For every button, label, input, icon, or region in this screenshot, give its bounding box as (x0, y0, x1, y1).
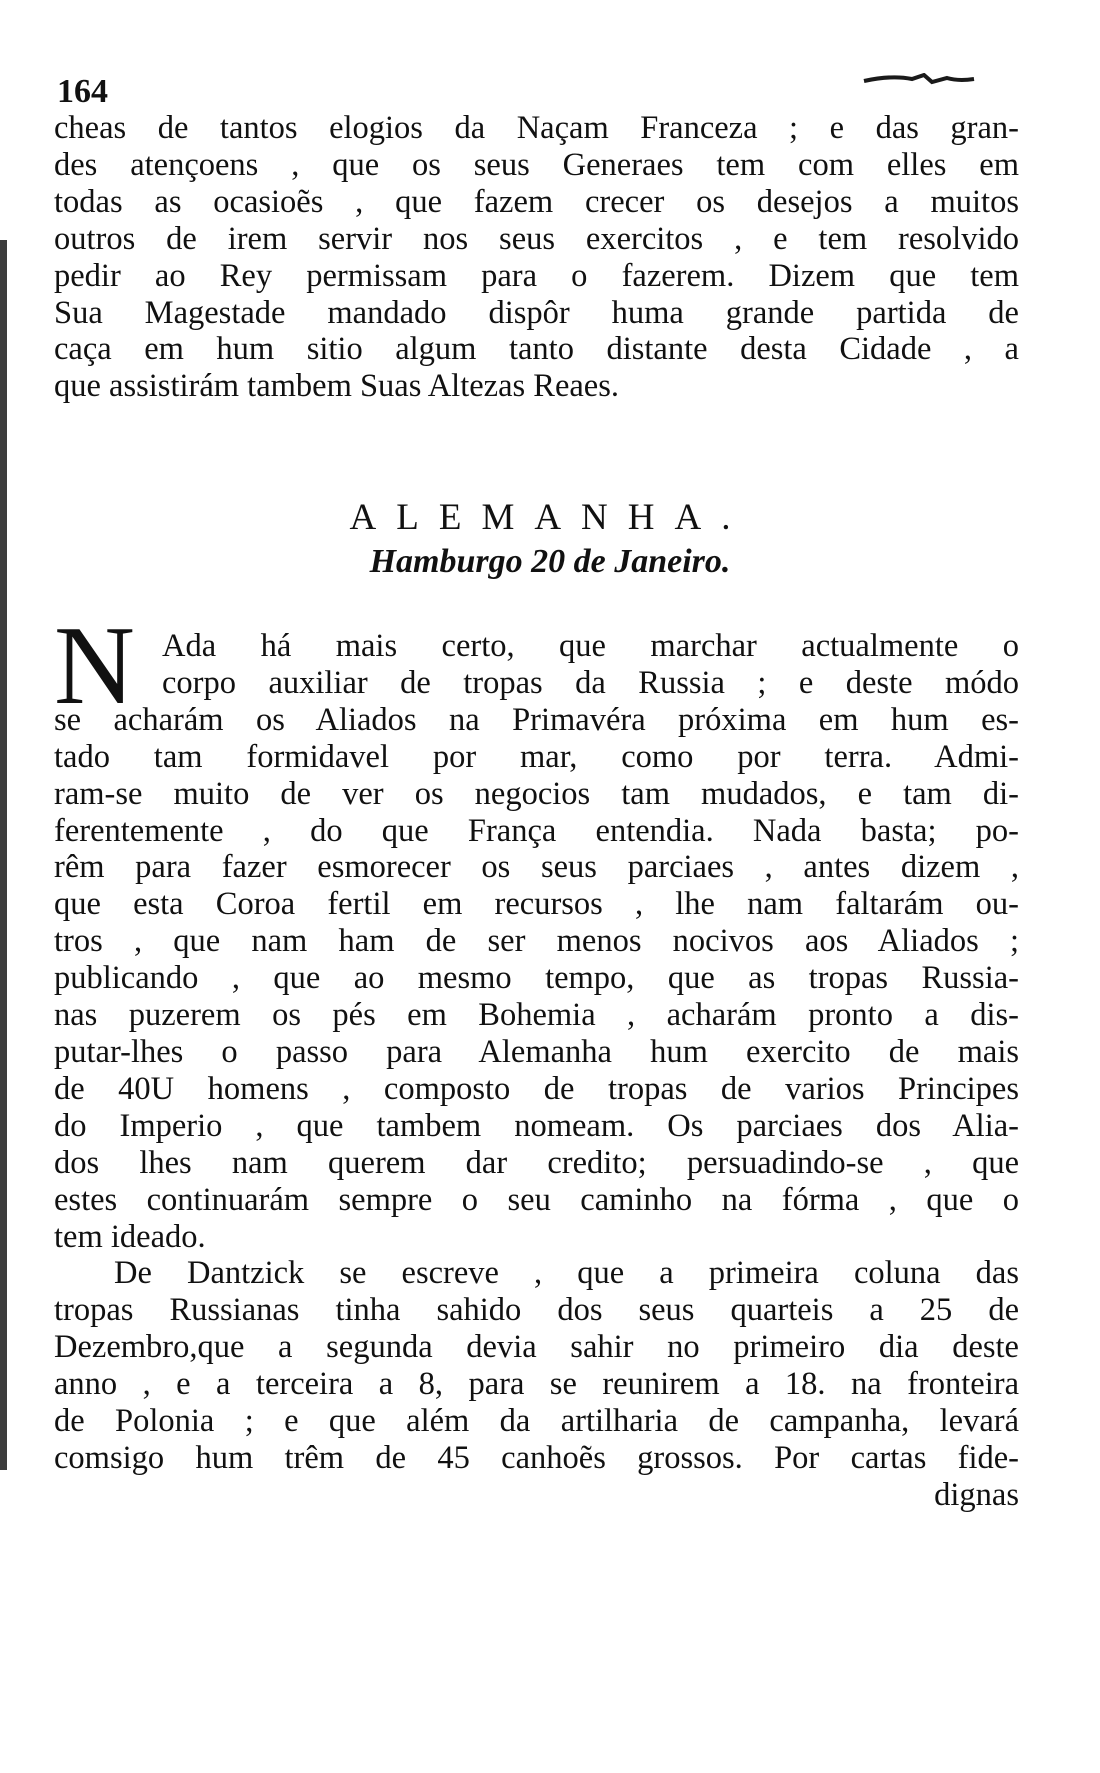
text-line: Sua Magestade mandado dispôr huma grande partida de (54, 294, 1019, 331)
catchword: dignas (934, 1476, 1019, 1513)
text-line: rêm para fazer esmorecer os seus parciaes , antes dizem , (54, 849, 1019, 886)
text-line: do Imperio , que tambem nomeam. Os parciaes dos Alia- (54, 1107, 1019, 1144)
text-line: outros de irem servir nos seus exercitos , e tem resolvido (54, 220, 1019, 257)
text-line: ram-se muito de ver os negocios tam mudados, e tam di- (54, 775, 1019, 812)
text-line: dos lhes nam querem dar credito; persuadindo-se , que (54, 1144, 1019, 1181)
text-line: todas as ocasioẽs , que fazem crecer os desejos a muitos (54, 183, 1019, 220)
text-line: anno , e a terceira a 8, para se reunirem a 18. na fronteira (54, 1366, 1019, 1403)
page-edge-shadow (0, 240, 7, 1470)
text-line: se acharám os Aliados na Primavéra próxima em hum es- (54, 701, 1019, 738)
text-line: Dezembro,que a segunda devia sahir no primeiro dia deste (54, 1329, 1019, 1366)
top-paragraph (54, 110, 1019, 405)
text-line: tado tam formidavel por mar, como por terra. Admi- (54, 738, 1019, 775)
text-line: cheas de tantos elogios da Naçam Franceza ; e das gran- (54, 110, 1019, 146)
text-line: De Dantzick se escreve , que a primeira coluna das (114, 1255, 1019, 1292)
text-line: estes continuarám sempre o seu caminho na fórma , que o (54, 1181, 1019, 1218)
drop-cap: N (54, 604, 135, 728)
text-line: ferentemente , do que França entendia. Nada basta; po- (54, 812, 1019, 849)
text-line: pedir ao Rey permissam para o fazerem. Dizem que tem (54, 257, 1019, 294)
text-line: publicando , que ao mesmo tempo, que as tropas Russia- (54, 960, 1019, 997)
text-line: que assistirám tambem Suas Altezas Reaes. (54, 368, 620, 405)
text-line: tem ideado. (54, 1218, 206, 1255)
text-line: putar-lhes o passo para Alemanha hum exercito de mais (54, 1033, 1019, 1070)
text-line: de Polonia ; e que além da artilharia de campanha, levará (54, 1403, 1019, 1440)
main-paragraph (54, 628, 1019, 1514)
text-line: tros , que nam ham de ser menos nocivos aos Aliados ; (54, 923, 1019, 960)
text-line: tropas Russianas tinha sahido dos seus quarteis a 25 de (54, 1292, 1019, 1329)
text-line: corpo auxiliar de tropas da Russia ; e deste módo (162, 664, 1019, 701)
text-line: Ada há mais certo, que marchar actualmente o (162, 628, 1019, 664)
text-line: que esta Coroa fertil em recursos , lhe nam faltarám ou- (54, 886, 1019, 923)
text-line: de 40U homens , composto de tropas de varios Principes (54, 1070, 1019, 1107)
page-number: 164 (57, 73, 108, 110)
section-title: ALEMANHA. (349, 497, 751, 538)
ink-smudge-mark (862, 73, 977, 87)
text-line: comsigo hum trêm de 45 canhoẽs grossos. Por cartas fide- (54, 1439, 1019, 1476)
text-line: caça em hum sitio algum tanto distante desta Cidade , a (54, 331, 1019, 368)
text-line: nas puzerem os pés em Bohemia , acharám pronto a dis- (54, 997, 1019, 1034)
dateline: Hamburgo 20 de Janeiro. (369, 543, 731, 580)
text-line: des atençoens , que os seus Generaes tem com elles em (54, 146, 1019, 183)
